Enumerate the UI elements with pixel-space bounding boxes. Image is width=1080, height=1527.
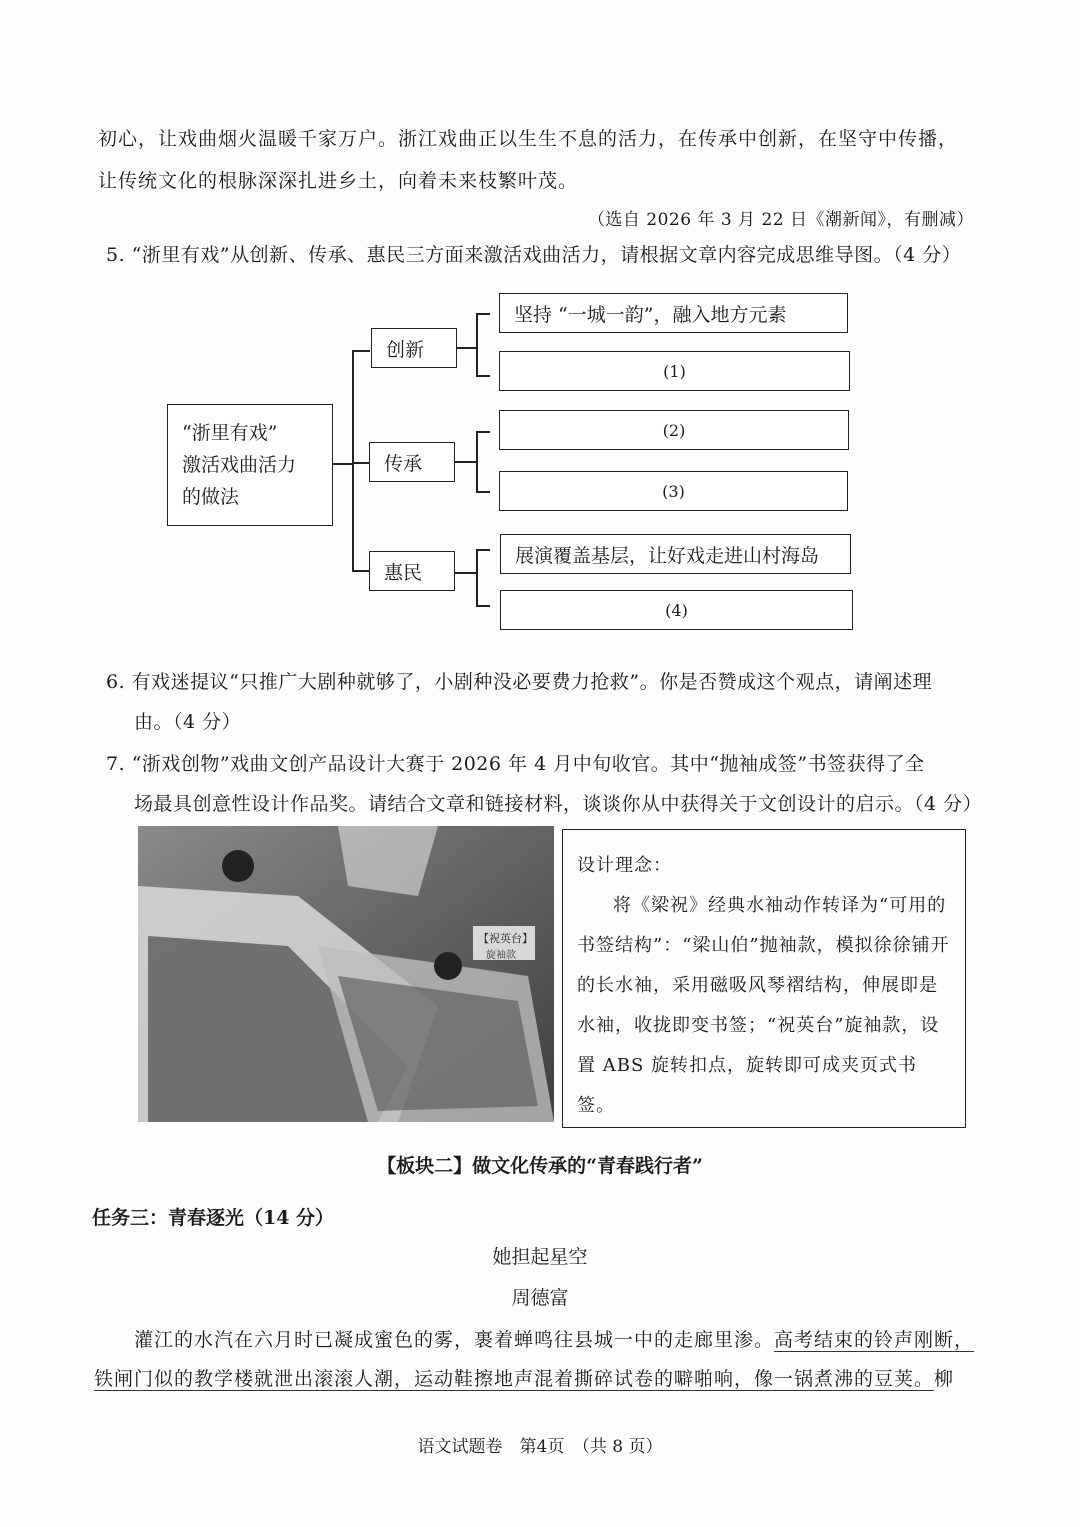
bracket-tick-innovation	[352, 350, 370, 352]
main-bracket	[352, 350, 354, 572]
branch-inherit: 传承	[369, 442, 455, 482]
sub-stem-inherit	[455, 461, 477, 463]
task-3-heading: 任务三：青春逐光（14 分）	[92, 1207, 335, 1229]
section-2-title: 【板块二】做文化传承的“青春践行者”	[377, 1155, 703, 1177]
sub-stem-benefit	[455, 572, 477, 574]
design-concept-title: 设计理念：	[577, 855, 672, 876]
mindmap-root-line-3: 的做法	[182, 486, 240, 508]
mindmap-root-line-1: “浙里有戏”	[182, 422, 278, 444]
sub-bracket-innovation	[476, 313, 478, 377]
sub-bracket-benefit	[476, 549, 478, 607]
article-paragraph-line-1	[134, 1325, 974, 1352]
sub-stem-innovation	[457, 347, 477, 349]
question-6-line-2: 由。（4 分）	[134, 711, 242, 733]
mindmap-root	[167, 404, 333, 526]
question-6-line-1: 6. 有戏迷提议“只推广大剧种就够了，小剧种没必要费力抢救”。你是否赞成这个观点，请阐述理	[106, 671, 933, 693]
sub-tick	[476, 491, 490, 493]
sub-bracket-inherit	[476, 431, 478, 493]
leaf-benefit-2-blank: (4)	[500, 590, 853, 630]
sub-tick	[476, 313, 490, 315]
underlined-sentence: 高考结束的铃声刚断，	[774, 1329, 975, 1351]
leaf-innovation-1: 坚持 “一城一韵”，融入地方元素	[499, 293, 848, 333]
leaf-inherit-1-blank: (2)	[499, 410, 849, 450]
design-concept-body: 将《梁祝》经典水袖动作转译为“可用的书签结构”：“梁山伯”抛袖款，模拟徐徐铺开的长水袖，采用磁吸风琴褶结构，伸展即是水袖，收拢即变书签；“祝英台”旋袖款，设置 ABS 旋转扣点，旋转即可成夹页式书签。	[577, 895, 950, 1116]
article-author: 周德富	[511, 1287, 569, 1309]
branch-benefit: 惠民	[369, 551, 455, 591]
question-7-line-2: 场最具创意性设计作品奖。请结合文章和链接材料，谈谈你从中获得关于文创设计的启示。（4 分）	[134, 793, 983, 815]
article-paragraph-line-2	[94, 1364, 954, 1391]
photo-label-1: 【祝英台】	[478, 932, 533, 945]
source-citation: （选自 2026 年 3 月 22 日《潮新闻》，有删减）	[587, 210, 974, 230]
paragraph-text: 柳	[934, 1368, 955, 1390]
bracket-stem	[333, 463, 353, 465]
passage-line-2: 让传统文化的根脉深深扎进乡土，向着未来枝繁叶茂。	[98, 170, 579, 192]
page-footer: 语文试题卷 第4页 （共 8 页）	[417, 1437, 663, 1457]
bracket-tick-inherit	[352, 462, 370, 464]
branch-innovation: 创新	[371, 328, 457, 368]
bookmark-product-photo	[138, 826, 554, 1122]
article-title: 她担起星空	[492, 1246, 588, 1268]
mindmap-root-line-2: 激活戏曲活力	[182, 454, 297, 476]
design-concept-box	[562, 829, 966, 1128]
leaf-inherit-2-blank: (3)	[499, 471, 848, 511]
leaf-innovation-2-blank: (1)	[499, 351, 850, 391]
photo-illustration	[138, 826, 554, 1122]
question-7-line-1: 7. “浙戏创物”戏曲文创产品设计大赛于 2026 年 4 月中旬收官。其中“抛袖成签”书签获得了全	[106, 753, 925, 775]
underlined-sentence: 铁闸门似的教学楼就泄出滚滚人潮，运动鞋擦地声混着撕碎试卷的噼啪响，像一锅煮沸的豆荚。	[94, 1368, 935, 1390]
sub-tick	[476, 431, 490, 433]
question-5: 5. “浙里有戏”从创新、传承、惠民三方面来激活戏曲活力，请根据文章内容完成思维导图。（4 分）	[106, 244, 962, 266]
sub-tick	[476, 605, 490, 607]
bracket-tick-benefit	[352, 570, 370, 572]
photo-label-2: 旋袖款	[486, 950, 516, 961]
sub-tick	[476, 375, 490, 377]
sub-tick	[476, 549, 490, 551]
passage-line-1: 初心，让戏曲烟火温暖千家万户。浙江戏曲正以生生不息的活力，在传承中创新，在坚守中传播，	[98, 128, 959, 150]
leaf-benefit-1: 展演覆盖基层，让好戏走进山村海岛	[500, 534, 851, 574]
paragraph-text: 灌江的水汽在六月时已凝成蜜色的雾，裹着蝉鸣往县城一中的走廊里渗。	[134, 1329, 775, 1351]
